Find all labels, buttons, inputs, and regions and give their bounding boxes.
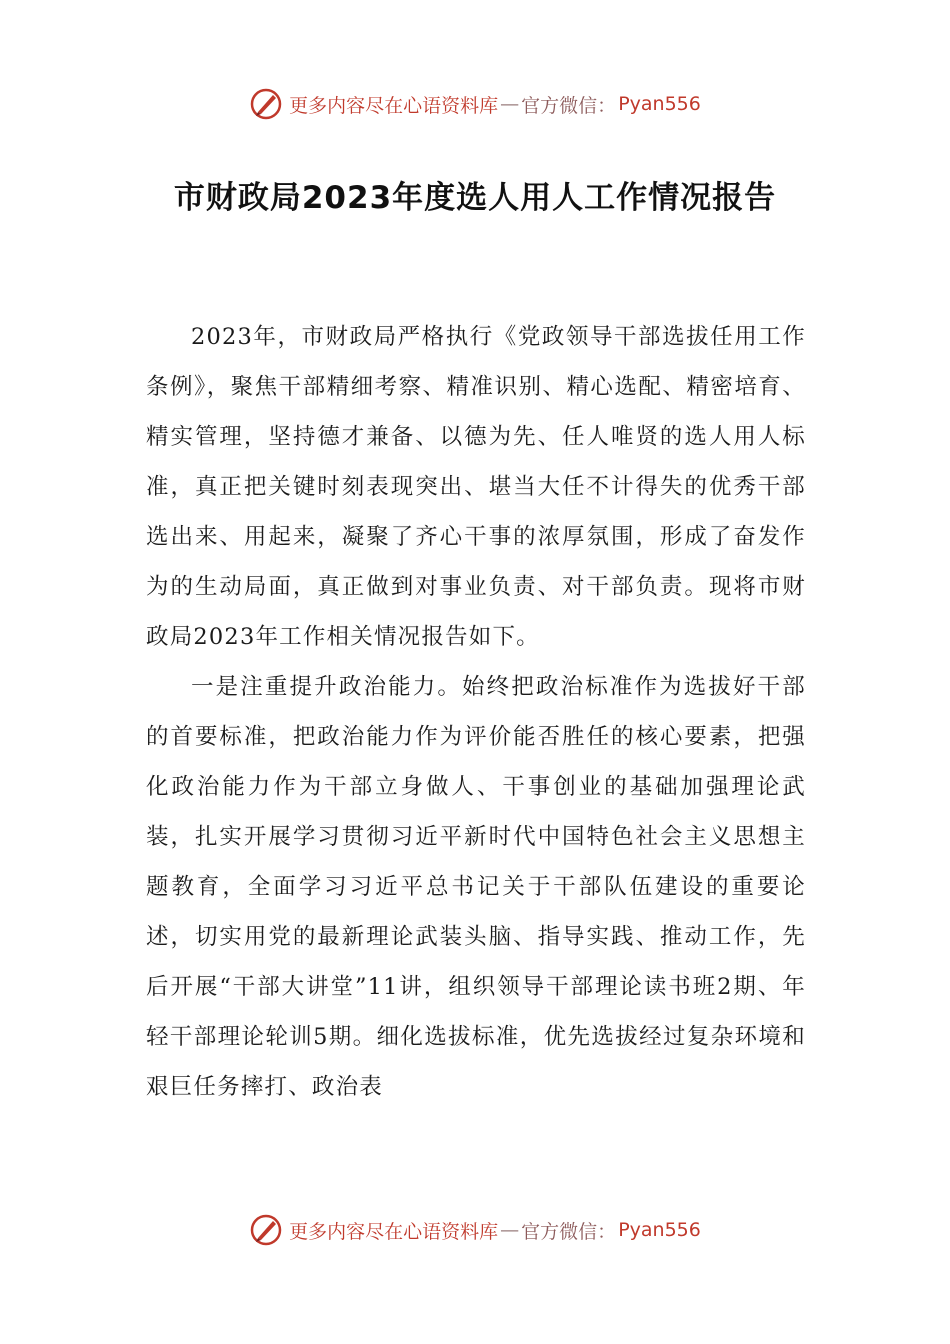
watermark-site-text: 更多内容尽在心语资料库 <box>289 1220 499 1243</box>
watermark-site-text: 更多内容尽在心语资料库 <box>289 94 499 117</box>
watermark-dash: — <box>500 93 520 115</box>
watermark-wechat-label: 官方微信： <box>521 1220 617 1243</box>
paragraph-political-ability: 一是注重提升政治能力。始终把政治标准作为选拔好干部的首要标准，把政治能力作为评价能否胜任的核心要素，把强化政治能力作为干部立身做人、干事创业的基础加强理论武装，扎实开展学习贯彻习近平新时代中国特色社会主义思想主题教育，全面学习习近平总书记关于干部队伍建设的重要论述，切实用党的最新理论武装头脑、指导实践、推动工作，先后开展“干部大讲堂”11讲，组织领导干部理论读书班2期、年轻干部理论轮训5期。细化选拔标准，优先选拔经过复杂环境和艰巨任务摔打、政治表 <box>146 674 806 1100</box>
watermark-wechat-id: Pyan556 <box>618 1219 701 1241</box>
document-body <box>146 312 806 1112</box>
header-watermark <box>0 86 950 122</box>
paragraph-intro: 2023年，市财政局严格执行《党政领导干部选拔任用工作条例》，聚焦干部精细考察、精准识别、精心选配、精密培育、精实管理，坚持德才兼备、以德为先、任人唯贤的选人用人标准，真正把关键时刻表现突出、堪当大任不计得失的优秀干部选出来、用起来，凝聚了齐心干事的浓厚氛围，形成了奋发作为的生动局面，真正做到对事业负责、对干部负责。现将市财政局2023年工作相关情况报告如下。 <box>146 324 806 650</box>
watermark-wechat-label: 官方微信： <box>521 94 617 117</box>
pen-logo-icon <box>249 87 283 121</box>
watermark-dash: — <box>500 1219 520 1241</box>
footer-watermark <box>0 1212 950 1248</box>
document-title: 市财政局2023年度选人用人工作情况报告 <box>173 180 777 216</box>
pen-logo-icon <box>249 1213 283 1247</box>
watermark-wechat-id: Pyan556 <box>618 93 701 115</box>
